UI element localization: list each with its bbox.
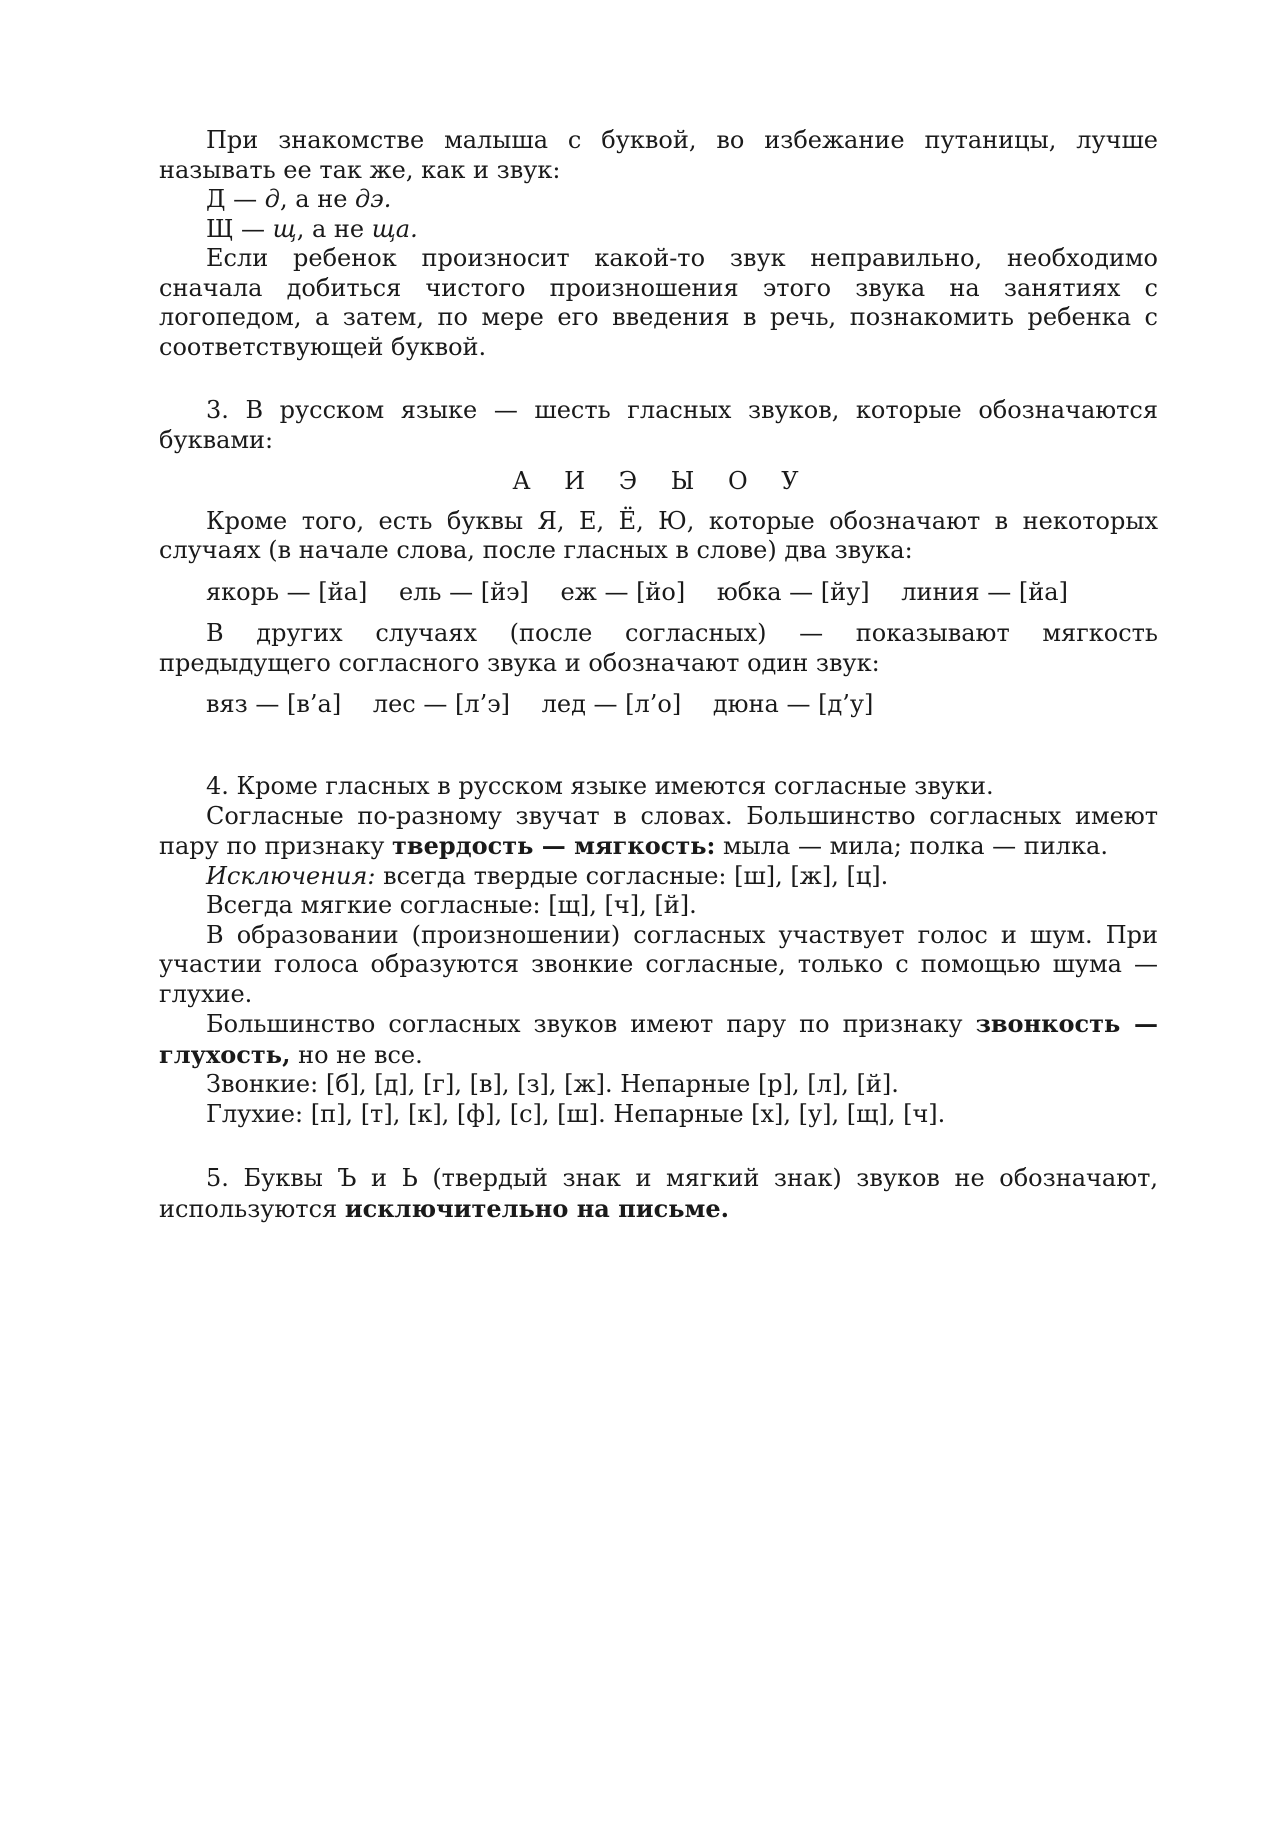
- voiced-consonants-line: Звонкие: [б], [д], [г], [в], [з], [ж]. Непарные [р], [л], [й].: [206, 1070, 899, 1098]
- example-item: лед — [л’о]: [541, 690, 682, 718]
- hardness-softness-paragraph: Согласные по-разному звучат в словах. Большинство согласных имеют пару по признаку твердость — мягкость: мыла — мила; полка — пилка.: [159, 801, 1158, 860]
- example-item: юбка — [йу]: [716, 577, 870, 606]
- example-item: якорь — [йа]: [206, 577, 368, 606]
- speech-therapy-paragraph: Если ребенок произносит какой-то звук неправильно, необходимо сначала добиться чистого произношения этого звука на занятиях с логопедом, а затем, по мере его введения в речь, познакомить ребенка с соответствующей буквой.: [159, 244, 1158, 361]
- consonants-intro: 4. Кроме гласных в русском языке имеются согласные звуки.: [206, 772, 994, 800]
- softness-paragraph: В других случаях (после согласных) — показывают мягкость предыдущего согласного звука и обозначают один звук:: [159, 619, 1158, 677]
- signs-section: [159, 1164, 1158, 1224]
- example-item: вяз — [в’а]: [206, 690, 342, 718]
- vowels-section: [159, 396, 1158, 732]
- intro-paragraph: При знакомстве малыша с буквой, во избежание путаницы, лучше называть ее так же, как и звук:: [159, 126, 1158, 184]
- vowels-intro: 3. В русском языке — шесть гласных звуков, которые обозначаются буквами:: [159, 396, 1158, 454]
- example-item: еж — [йо]: [560, 577, 686, 606]
- intro-section: [159, 126, 1158, 362]
- voice-noise-paragraph: В образовании (произношении) согласных участвует голос и шум. При участии голоса образуются звонкие согласные, только с помощью шума — глухие.: [159, 920, 1158, 1008]
- iotated-examples: [159, 578, 1158, 608]
- vowel-letters: А И Э Ы О У: [512, 467, 805, 495]
- signs-paragraph: 5. Буквы Ъ и Ь (твердый знак и мягкий знак) звуков не обозначают, используются исключительно на письме.: [159, 1164, 1158, 1223]
- consonants-section: [159, 772, 1158, 1129]
- voiceless-consonants-line: Глухие: [п], [т], [к], [ф], [с], [ш]. Непарные [х], [у], [щ], [ч].: [206, 1099, 946, 1128]
- softness-examples: [159, 690, 1158, 720]
- letter-example-d: Д — д, а не дэ.: [206, 185, 392, 213]
- exceptions-line: Исключения: всегда твердые согласные: [ш], [ж], [ц].: [206, 861, 889, 890]
- example-item: линия — [йа]: [901, 577, 1068, 606]
- example-item: дюна — [д’у]: [712, 690, 874, 718]
- example-item: ель — [йэ]: [398, 577, 529, 606]
- letter-example-shch: Щ — щ, а не ща.: [206, 214, 418, 243]
- always-soft-line: Всегда мягкие согласные: [щ], [ч], [й].: [206, 891, 697, 919]
- example-item: лес — [л’э]: [372, 690, 511, 718]
- voicing-paragraph: Большинство согласных звуков имеют пару по признаку звонкость — глухость, но не все.: [159, 1009, 1159, 1069]
- iotated-letters-paragraph: Кроме того, есть буквы Я, Е, Ё, Ю, которые обозначают в некоторых случаях (в начале слова, после гласных в слове) два звука:: [159, 506, 1158, 564]
